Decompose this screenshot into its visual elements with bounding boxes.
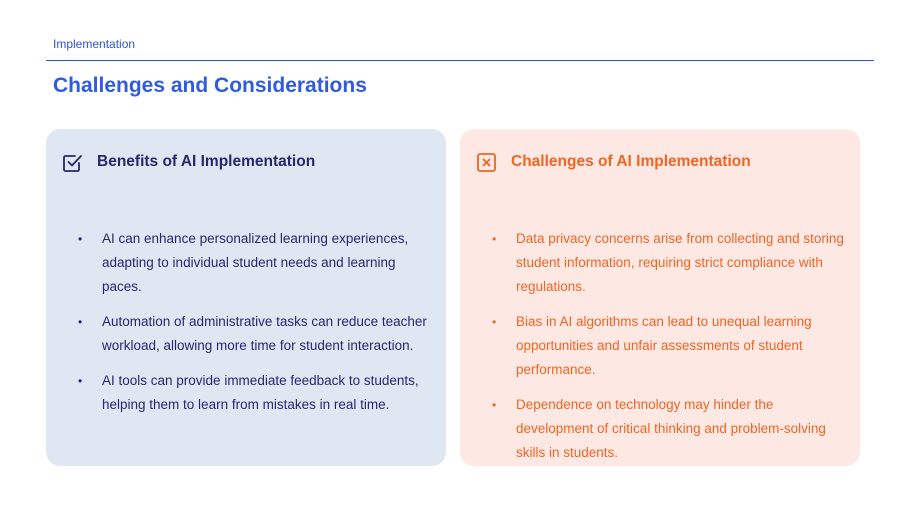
benefits-header bbox=[62, 149, 430, 175]
challenges-header bbox=[476, 149, 844, 175]
checkbox-check-icon bbox=[62, 152, 83, 173]
challenge-text: Dependence on technology may hinder the development of critical thinking and problem-solving skills in students. bbox=[516, 397, 826, 460]
bullet: • bbox=[78, 315, 83, 329]
list-item bbox=[492, 393, 844, 465]
benefits-card bbox=[46, 129, 446, 466]
bullet: • bbox=[492, 398, 497, 412]
list-item bbox=[492, 227, 844, 299]
list-item bbox=[78, 227, 430, 299]
benefit-text: AI tools can provide immediate feedback to students, helping them to learn from mistakes in real time. bbox=[102, 373, 419, 412]
page-title: Challenges and Considerations bbox=[53, 74, 367, 97]
challenges-list bbox=[476, 227, 844, 465]
challenges-heading: Challenges of AI Implementation bbox=[511, 153, 751, 170]
benefit-text: AI can enhance personalized learning experiences, adapting to individual student needs and learning paces. bbox=[102, 231, 409, 294]
x-box-icon bbox=[476, 152, 497, 173]
bullet: • bbox=[78, 374, 83, 388]
challenges-card bbox=[460, 129, 860, 466]
challenge-text: Data privacy concerns arise from collecting and storing student information, requiring strict compliance with regulations. bbox=[516, 231, 844, 294]
header-divider bbox=[46, 60, 874, 61]
benefit-text: Automation of administrative tasks can reduce teacher workload, allowing more time for student interaction. bbox=[102, 314, 427, 353]
list-item bbox=[78, 369, 430, 417]
bullet: • bbox=[78, 232, 83, 246]
list-item bbox=[492, 310, 844, 382]
bullet: • bbox=[492, 315, 497, 329]
list-item bbox=[78, 310, 430, 358]
section-label: Implementation bbox=[53, 37, 136, 51]
benefits-list bbox=[62, 227, 430, 417]
bullet: • bbox=[492, 232, 497, 246]
challenge-text: Bias in AI algorithms can lead to unequal learning opportunities and unfair assessments of student performance. bbox=[516, 314, 812, 377]
benefits-heading: Benefits of AI Implementation bbox=[97, 153, 316, 170]
